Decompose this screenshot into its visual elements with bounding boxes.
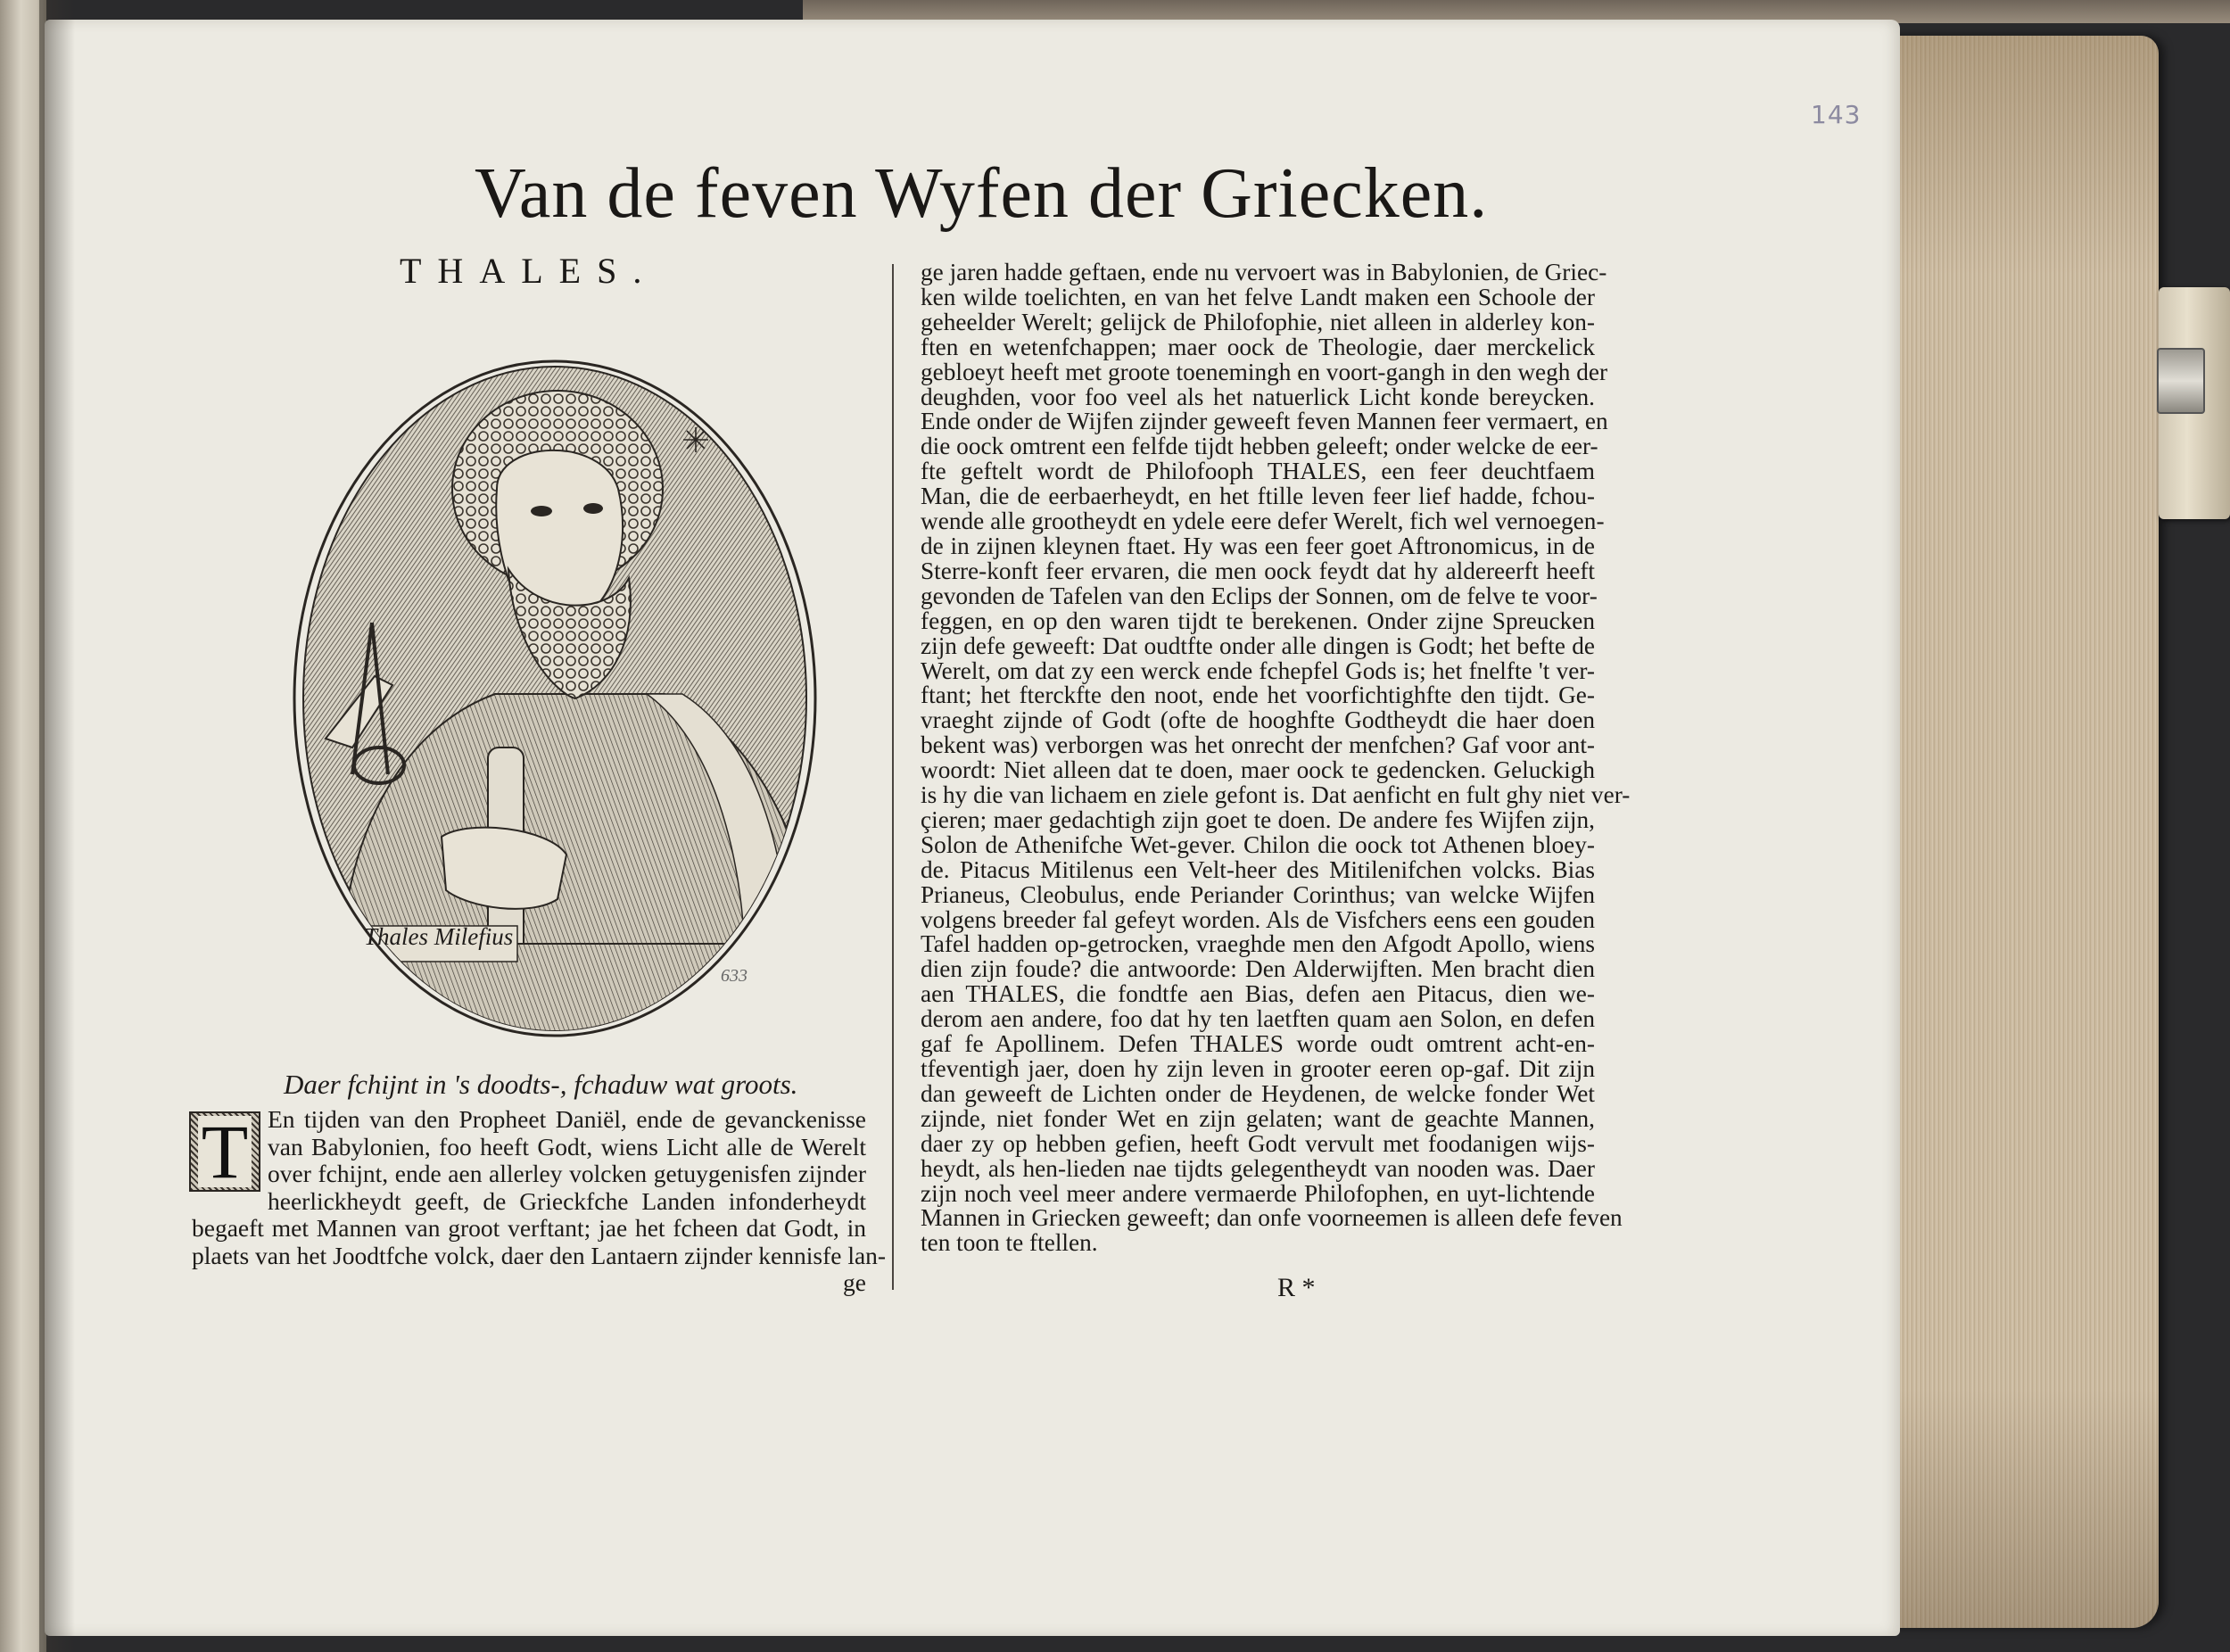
folio-number: 143 (1811, 100, 1862, 129)
section-heading: THALES. (400, 251, 658, 291)
text-line: van Babylonien, foo heeft Godt, wiens Licht alle de Werelt (268, 1132, 866, 1161)
text-line: ge jaren hadde geftaen, ende nu vervoert was in Babylonien, de Griec- (921, 259, 1607, 285)
text-line: gevonden de Tafelen van den Eclips der Sonnen, om de felve te voor- (921, 582, 1598, 609)
spine-shadow (39, 0, 75, 1652)
text-line: Tafel hadden op-getrocken, vraeghde men den Afgodt Apollo, wiens (921, 930, 1595, 958)
text-line: dan geweeft de Lichten onder de Heydenen, de welcke fonder Wet (921, 1079, 1595, 1107)
text-line: vraeght zijnde of Godt (ofte de hooghfte Godtheydt die haer doen (921, 706, 1595, 734)
text-line: wende alle grootheydt en ydele eere defer Werelt, fich wel vernoegen- (921, 508, 1605, 535)
text-line: heerlickheydt geeft, de Grieckfche Landen infonderheydt (268, 1186, 866, 1215)
text-line: ten toon te ftellen. (921, 1229, 1098, 1257)
catchword-signature: R * (1277, 1273, 1316, 1302)
text-line: heydt, als hen-lieden nae tijdts gelegentheydt van nooden was. Daer (921, 1154, 1595, 1182)
text-line: Werelt, om dat zy een werck ende fchepfel Gods is; het fnelfte 't ver- (921, 657, 1595, 684)
clasp-metal-fitting (2157, 348, 2205, 414)
text-line: En tijden van den Propheet Daniël, ende de gevanckenisse (268, 1105, 866, 1133)
text-line: çieren; maer gedachtigh zijn goet te doen. De andere fes Wijfen zijn, (921, 805, 1595, 833)
text-line: tfeventigh jaer, doen hy zijn leven in grooter eeren op-gaf. Dit zijn (921, 1055, 1595, 1082)
text-line: ftant; het fterckfte den noot, ende het voorfichtighfte den tijdt. Ge- (921, 681, 1595, 709)
page-title: Van de feven Wyfen der Griecken. (475, 154, 1489, 233)
initial-letter: T (198, 1116, 252, 1187)
text-line: Prianeus, Cleobulus, ende Periander Corinthus; van welcke Wijfen (921, 880, 1595, 908)
text-line: dien zijn foude? die antwoorde: Den Alderwijften. Men bracht dien (921, 955, 1595, 983)
left-text-column (192, 1105, 887, 1297)
text-line: Man, die de eerbaerheydt, en het ftille leven feer lief hadde, fchou- (921, 483, 1595, 510)
text-line: fte geftelt wordt de Philofooph THALES, een feer deuchtfaem (921, 458, 1595, 485)
text-line: die oock omtrent een felfde tijdt hebben geleeft; onder welcke de eer- (921, 433, 1598, 460)
text-line: de in zijnen kleynen ftaet. Hy was een feer goet Aftronomicus, in de (921, 532, 1595, 559)
motto: Daer fchijnt in 's doodts-, fchaduw wat groots. (284, 1069, 798, 1100)
text-line: aen THALES, die fondtfe aen Bias, defen aen Pitacus, dien we- (921, 980, 1595, 1008)
portrait-caption: Thales Milefius (364, 923, 514, 950)
text-line: geheelder Werelt; gelijck de Philofophie, niet alleen in alderley kon- (921, 308, 1595, 335)
text-line: gebloeyt heeft met groote toenemingh en voort-gangh in den wegh der (921, 358, 1608, 385)
text-line: over fchijnt, ende aen allerley volcken getuygenisfen zijnder (268, 1160, 866, 1187)
text-line: begaeft met Mannen van groot verftant; jae het fcheen dat Godt, in (192, 1214, 866, 1242)
text-line: Solon de Athenifche Wet-gever. Chilon die oock tot Athenen bloey- (921, 830, 1595, 858)
text-line: Ende onder de Wijfen zijnder geweeft feven Mannen feer vermaert, en (921, 408, 1608, 435)
text-line: Sterre-konft feer ervaren, die men oock feydt dat hy aldereerft heeft (921, 557, 1595, 584)
text-line: plaets van het Joodtfche volck, daer den Lantaern zijnder kennisfe lan- (192, 1241, 887, 1269)
page-stack-edge (1882, 36, 2159, 1628)
text-line: ften en wetenfchappen; maer oock de Theologie, daer merckelick (921, 333, 1595, 360)
text-line: deughden, voor foo veel als het natuerlick Licht konde bereycken. (921, 383, 1595, 410)
text-line: woordt: Niet alleen dat te doen, maer oock te gedencken. Geluckigh (921, 756, 1595, 784)
text-line: bekent was) verborgen was het onrecht der menfchen? Gaf voor ant- (921, 731, 1595, 759)
text-line: ge (843, 1268, 866, 1296)
text-line: feggen, en op den waren tijdt te berekenen. Onder zijne Spreucken (921, 607, 1595, 634)
text-line: is hy die van lichaem en ziele gefont is. Dat aenficht en fult ghy niet ver- (921, 781, 1631, 809)
text-line: zijnde, niet fonder Wet en zijn gelaten; want de geachte Mannen, (921, 1104, 1595, 1132)
text-line: zijn noch veel meer andere vermaerde Philofophen, en uyt-lichtende (921, 1179, 1595, 1207)
text-line: derom aen andere, foo dat hy ten laetften quam aen Solon, en defen (921, 1005, 1595, 1033)
text-line: daer zy op hebben gefien, heeft Godt vervult met foodanigen wijs- (921, 1129, 1595, 1157)
text-line: gaf fe Apollinem. Defen THALES worde oudt omtrent acht-en- (921, 1030, 1595, 1058)
plate-number: 633 (721, 966, 747, 986)
column-rule (892, 264, 894, 1290)
text-line: Mannen in Griecken geweeft; dan onfe voorneemen is alleen defe feven (921, 1204, 1623, 1232)
text-line: zijn defe geweeft: Dat oudtfte onder alle dingen is Godt; het befte de (921, 632, 1595, 659)
text-line: ken wilde toelichten, en van het felve Landt maken een Schoole der (921, 283, 1595, 310)
right-text-column (921, 259, 1631, 1257)
text-line: de. Pitacus Mitilenus een Velt-heer des Mitilenifchen volcks. Bias (921, 855, 1595, 883)
text-line: volgens breeder fal gefeyt worden. Als de Visfchers eens een gouden (921, 905, 1595, 933)
